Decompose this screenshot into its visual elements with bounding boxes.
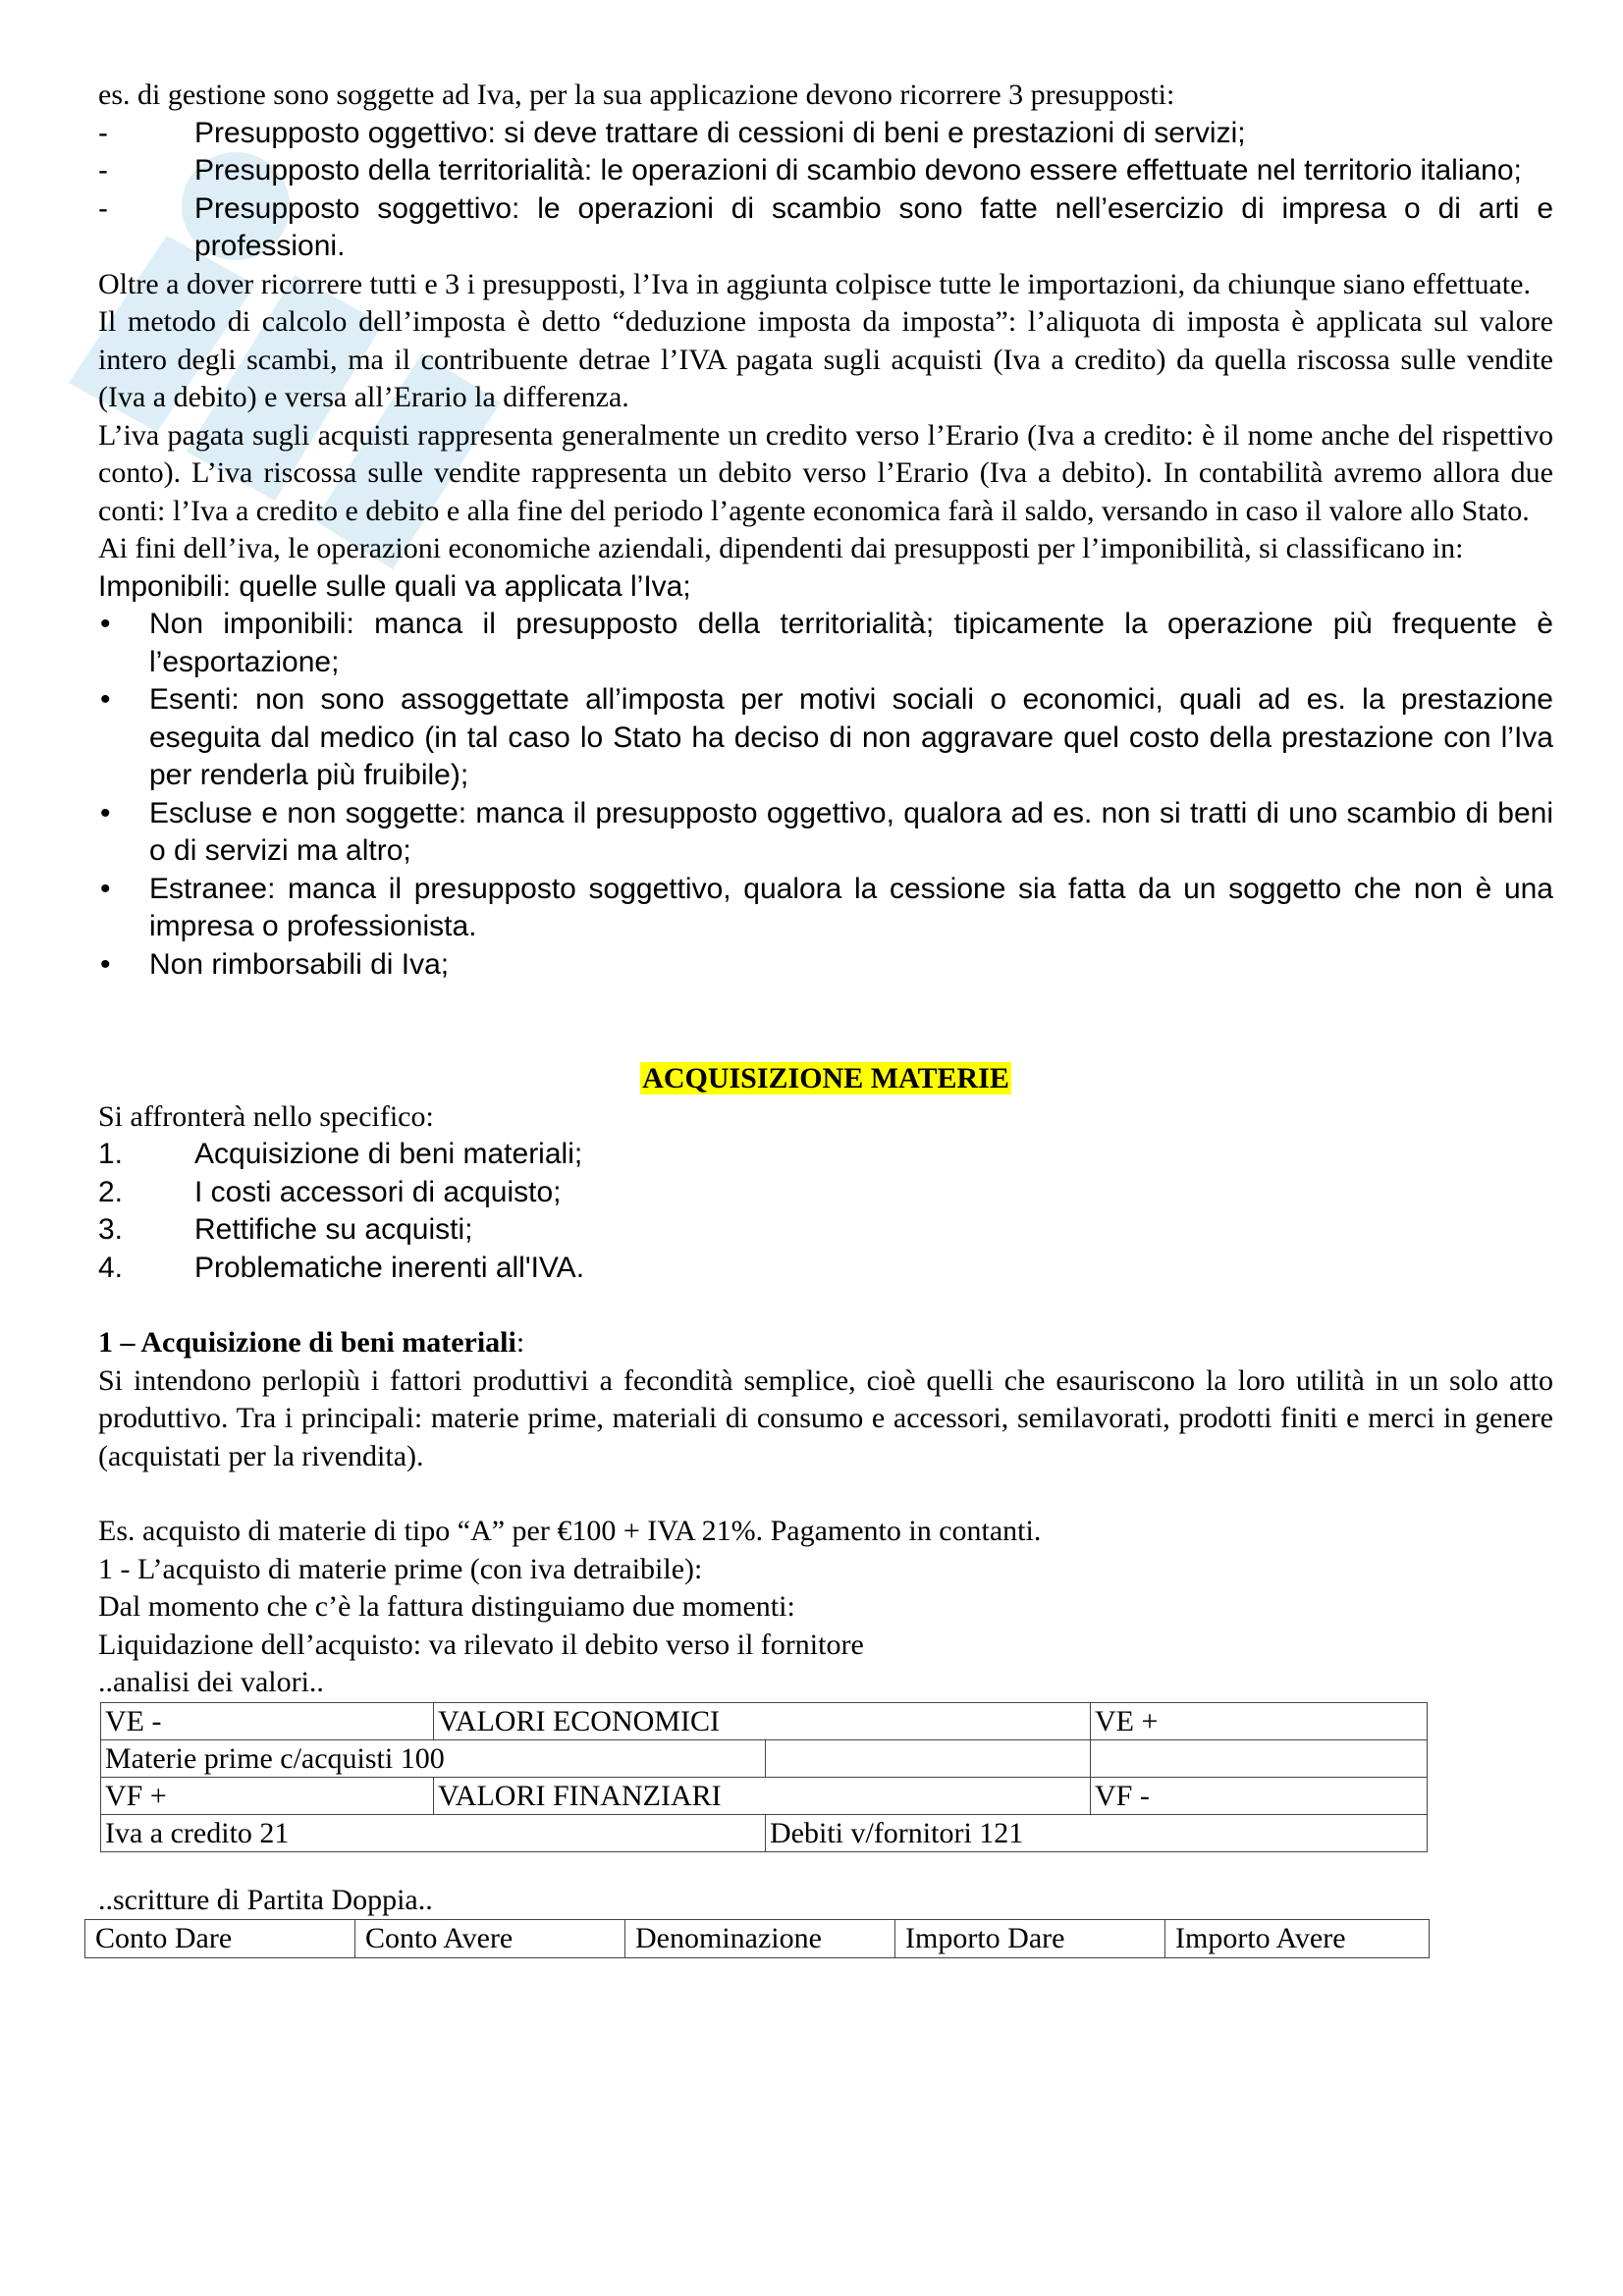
list-dash: -	[98, 154, 108, 187]
numbered-list	[98, 1136, 1553, 1287]
section-heading-wrap	[98, 1060, 1553, 1098]
subsection-title-colon: :	[515, 1326, 525, 1359]
list-item-text: Non rimborsabili di Iva;	[149, 947, 450, 981]
list-item	[98, 681, 1553, 795]
list-item-text: Problematiche inerenti all'IVA.	[194, 1251, 585, 1284]
list-number: 4.	[98, 1251, 124, 1284]
list-item-text: Presupposto oggettivo: si deve trattare di cessioni di beni e prestazioni di servizi;	[194, 116, 1246, 149]
table-cell: VALORI FINANZIARI	[434, 1777, 1091, 1814]
table-row	[101, 1814, 1428, 1851]
text-line: 1 - L’acquisto di materie prime (con iva detraibile):	[98, 1552, 703, 1585]
paragraph: Si intendono perlopiù i fattori produttivi a fecondità semplice, cioè quelli che esauriscono la loro utilità in un solo atto produttivo. Tra i principali: materie prime, materiali di consumo e accessori, semilavorati, prodotti finiti e merci in genere (acquistati per la rivendita).	[98, 1363, 1553, 1472]
section-heading: ACQUISIZIONE MATERIE	[642, 1062, 1009, 1095]
table-cell: VE -	[101, 1702, 434, 1739]
bullet-icon: •	[100, 683, 111, 716]
bullet-icon: •	[100, 947, 111, 981]
table-header-cell: Importo Avere	[1165, 1920, 1430, 1958]
list-number: 3.	[98, 1213, 124, 1246]
list-item	[98, 606, 1553, 681]
list-number: 2.	[98, 1175, 124, 1208]
paragraph: L’iva pagata sugli acquisti rappresenta generalmente un credito verso l’Erario (Iva a credito: è il nome anche del rispettivo conto). L’iva riscossa sulle vendite rappresenta un debito verso l’Erario (Iva a debito). In contabilità avremo allora due conti: l’Iva a credito e debito e alla fine del periodo l’agente economica farà il saldo, versando in caso il valore allo Stato.	[98, 418, 1553, 527]
subsection-title-text: 1 – Acquisizione di beni materiali	[98, 1326, 516, 1359]
table-cell: VALORI ECONOMICI	[434, 1702, 1091, 1739]
table-row	[101, 1777, 1428, 1814]
list-item	[98, 871, 1553, 946]
list-item	[98, 946, 1553, 985]
table-cell: Debiti v/fornitori 121	[770, 1816, 1024, 1849]
list-item-text: Estranee: manca il presupposto soggettivo, qualora la cessione sia fatta da un soggetto che non è una impresa o professionista.	[149, 872, 1553, 942]
list-item	[98, 152, 1553, 190]
bullet-icon: •	[100, 872, 111, 905]
text-line: Liquidazione dell’acquisto: va rilevato il debito verso il fornitore	[98, 1628, 864, 1661]
values-table	[100, 1702, 1428, 1852]
subsection-title	[98, 1324, 1553, 1362]
table-cell: Iva a credito 21	[101, 1815, 766, 1851]
table-cell	[766, 1740, 1091, 1777]
table-header-row	[85, 1920, 1430, 1958]
list-item-text: Esenti: non sono assoggettate all’imposta per motivi sociali o economici, quali ad es. la prestazione eseguita dal medico (in tal caso lo Stato ha deciso di non aggravare quel costo della prestazione con l’Iva per renderla più fruibile);	[149, 683, 1553, 791]
list-item	[98, 1250, 1553, 1288]
partita-doppia-table	[84, 1919, 1430, 1958]
example-line: Es. acquisto di materie di tipo “A” per €100 + IVA 21%. Pagamento in contanti.	[98, 1515, 1042, 1547]
table-header-cell: Denominazione	[625, 1920, 895, 1958]
table-row	[101, 1739, 1428, 1777]
table-cell: Materie prime c/acquisti 100	[101, 1740, 766, 1777]
text-line: ..scritture di Partita Doppia..	[98, 1883, 433, 1916]
list-item	[98, 1211, 1553, 1250]
table-header-cell: Conto Dare	[85, 1920, 355, 1958]
list-item	[98, 1136, 1553, 1174]
list-item-text: Presupposto soggettivo: le operazioni di scambio sono fatte nell’esercizio di impresa o di arti e professioni.	[194, 191, 1553, 262]
intro-line: es. di gestione sono soggette ad Iva, per la sua applicazione devono ricorrere 3 presupposti:	[98, 79, 1175, 111]
list-item-text: Non imponibili: manca il presupposto della territorialità; tipicamente la operazione più frequente è l’esportazione;	[149, 608, 1553, 678]
list-dash: -	[98, 191, 108, 225]
table-header-cell: Importo Dare	[895, 1920, 1165, 1958]
list-item-text: I costi accessori di acquisto;	[194, 1175, 562, 1208]
table-cell: VE +	[1091, 1702, 1428, 1739]
classification-list	[98, 606, 1553, 984]
table-header-cell: Conto Avere	[355, 1920, 625, 1958]
list-item-text: Rettifiche su acquisti;	[194, 1213, 473, 1246]
list-item	[98, 115, 1553, 153]
presupposti-list	[98, 115, 1553, 266]
paragraph: Oltre a dover ricorrere tutti e 3 i presupposti, l’Iva in aggiunta colpisce tutte le importazioni, da chiunque siano effettuate.	[98, 267, 1531, 300]
table-row	[101, 1702, 1428, 1739]
list-item-text: Escluse e non soggette: manca il presupposto oggettivo, qualora ad es. non si tratti di uno scambio di beni o di servizi ma altro;	[149, 796, 1553, 867]
section-intro: Si affronterà nello specifico:	[98, 1099, 434, 1133]
bullet-icon: •	[100, 608, 111, 640]
paragraph: Ai fini dell’iva, le operazioni economiche aziendali, dipendenti dai presupposti per l’imponibilità, si classificano in:	[98, 532, 1464, 564]
table-cell: VF +	[101, 1777, 434, 1814]
list-item-text: Acquisizione di beni materiali;	[194, 1138, 583, 1170]
list-item-text: Presupposto della territorialità: le operazioni di scambio devono essere effettuate nel territorio italiano;	[194, 154, 1522, 187]
list-item	[98, 795, 1553, 871]
list-dash: -	[98, 116, 108, 149]
list-item	[98, 1174, 1553, 1212]
list-number: 1.	[98, 1138, 124, 1170]
document-page	[95, 77, 1553, 1958]
text-line: ..analisi dei valori..	[98, 1666, 324, 1698]
text-line: Dal momento che c’è la fattura distinguiamo due momenti:	[98, 1590, 795, 1623]
bullet-icon: •	[100, 796, 111, 829]
list-item	[98, 190, 1553, 266]
paragraph: Il metodo di calcolo dell’imposta è detto “deduzione imposta da imposta”: l’aliquota di imposta è applicata sul valore intero degli scambi, ma il contribuente detrae l’IVA pagata sugli acquisti (Iva a credito) da quella riscossa sulle vendite (Iva a debito) e versa all’Erario la differenza.	[98, 305, 1553, 413]
table-cell: VF -	[1091, 1777, 1428, 1814]
paragraph: Imponibili: quelle sulle quali va applicata l’Iva;	[98, 569, 691, 603]
